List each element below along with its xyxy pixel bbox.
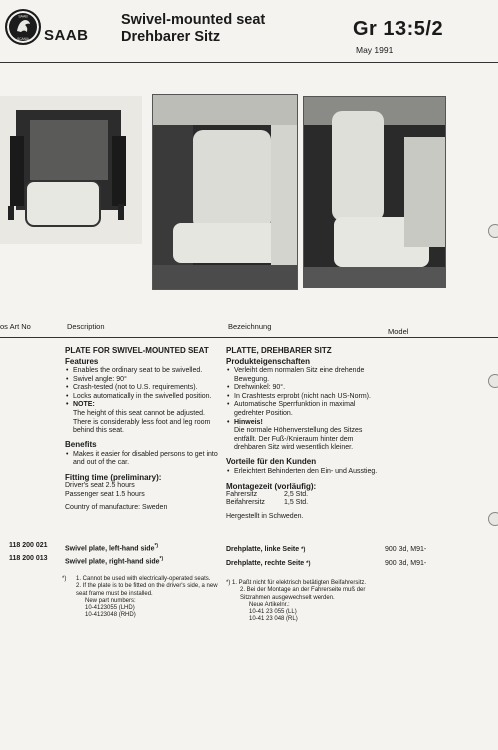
- table-row: [226, 560, 311, 569]
- table-row: [65, 555, 163, 567]
- footnote: 10-4123055 (LHD): [85, 605, 135, 612]
- part-bezeichnung: Drehplatte, rechte Seite: [226, 560, 305, 567]
- fitting-title: Fitting time (preliminary):: [65, 472, 162, 482]
- note-text: The height of this seat cannot be adjusted. There is considerably less foot and leg room behind this seat.: [73, 409, 211, 435]
- part-bezeichnung: Drehplatte, linke Seite: [226, 546, 300, 553]
- brand-name: SAAB: [44, 27, 89, 44]
- col-bezeichnung: Bezeichnung: [228, 322, 272, 331]
- col-description: Description: [67, 322, 105, 331]
- list-item: • Makes it easier for disabled persons to get into and out of the car.: [73, 451, 225, 468]
- note-title: • NOTE:: [73, 401, 225, 410]
- fitting-driver: Driver's seat 2.5 hours: [65, 481, 135, 489]
- fitting-passenger: Passenger seat 1.5 hours: [65, 490, 145, 498]
- benefits-title: Benefits: [65, 439, 97, 449]
- hinweis-text: Die normale Höhenverstellung des Sitzes entfällt. Der Fuß-/Knieraum hinter dem drehbaren Sitz wird wesentlich kleiner.: [234, 427, 363, 452]
- punch-hole: [488, 224, 498, 238]
- svg-text:SAAB: SAAB: [18, 14, 28, 19]
- footnote: 10-4123048 (RHD): [85, 612, 136, 619]
- german-footnotes: [226, 580, 391, 624]
- footnote: 2. If the plate is to be fitted on the driver's side, a new seat frame must be installed.: [76, 583, 218, 597]
- vorteile-title: Vorteile für den Kunden: [226, 456, 317, 466]
- features-title: Features: [65, 357, 99, 366]
- montagezeit-label: Fahrersitz: [226, 490, 258, 498]
- country-of-manufacture: Country of manufacture: Sweden: [65, 504, 168, 512]
- footnote: [62, 576, 222, 583]
- part-art-no: 118 200 013: [9, 555, 48, 562]
- punch-hole: [488, 374, 498, 388]
- list-item: • Automatische Sperrfunktion in maximal gedrehter Position.: [234, 401, 384, 418]
- vorteile-list: [226, 468, 384, 477]
- list-item: • Enables the ordinary seat to be swivelled.: [73, 367, 225, 376]
- features-list: [65, 367, 225, 410]
- list-item: • Erleichtert Behinderten den Ein- und Ausstieg.: [234, 468, 384, 477]
- list-item: • Drehwinkel: 90°.: [234, 384, 384, 393]
- english-heading: PLATE FOR SWIVEL-MOUNTED SEAT: [65, 346, 209, 355]
- footnote-marker: *): [159, 556, 164, 562]
- list-item: • In Crashtests erprobt (nicht nach US-Norm).: [234, 393, 384, 402]
- footnote-text: 1. Cannot be used with electrically-operated seats.: [76, 576, 211, 582]
- english-footnotes: [62, 576, 222, 620]
- footnote-marker: *): [306, 561, 311, 567]
- produkteigenschaften-title: Produkteigenschaften: [226, 357, 311, 366]
- german-description: [226, 346, 384, 521]
- produkteigenschaften-list: [226, 367, 384, 427]
- group-code: Gr 13:5/2: [353, 18, 444, 40]
- montagezeit-row: [226, 491, 384, 500]
- columns-divider: [0, 337, 498, 338]
- header-divider: [0, 62, 498, 63]
- montagezeit-label: Beifahrersitz: [226, 499, 265, 507]
- title-german: Drehbarer Sitz: [121, 29, 221, 45]
- photo-swivel-plate: [0, 96, 142, 244]
- footnote: *) 1. Paßt nicht für elektrisch betätigten Beifahrersitz.: [226, 580, 367, 586]
- footnote: 2. Bei der Montage an der Fahrerseite muß der Sitzrahmen ausgewechselt werden.: [240, 587, 366, 601]
- issue-date: May 1991: [356, 45, 394, 55]
- list-item: • Locks automatically in the swivelled position.: [73, 393, 225, 402]
- part-description: Swivel plate, left-hand side: [65, 545, 155, 553]
- footnote-marker: *): [301, 547, 306, 553]
- montagezeit-value: 2,5 Std.: [284, 490, 309, 498]
- footnote: 10-41 23 055 (LL): [249, 609, 297, 616]
- footnote: Neue Artikelnr.:: [249, 601, 290, 608]
- footnote: 10-41 23 048 (RL): [249, 616, 298, 623]
- photo-seat-normal: [303, 96, 446, 288]
- list-item: • Swivel angle: 90°: [73, 376, 225, 385]
- part-description: Swivel plate, right-hand side: [65, 558, 160, 566]
- footnote-marker: *): [154, 543, 159, 549]
- german-heading: PLATTE, DREHBARER SITZ: [226, 346, 332, 355]
- benefits-list: [65, 451, 225, 468]
- list-item: • Crash-tested (not to U.S. requirements).: [73, 384, 225, 393]
- list-item: • Verleiht dem normalen Sitz eine drehende Bewegung.: [234, 367, 384, 384]
- punch-hole: [488, 512, 498, 526]
- hergestellt: Hergestellt in Schweden.: [226, 512, 304, 520]
- svg-text:SCANIA: SCANIA: [17, 37, 29, 41]
- montagezeit-title: Montagezeit (vorläufig):: [226, 481, 317, 491]
- footnote-marker: *): [62, 576, 67, 582]
- part-model: 900 3d, M91-: [385, 546, 427, 553]
- english-description: [65, 346, 225, 513]
- footnote: New part numbers:: [85, 597, 136, 604]
- part-model: 900 3d, M91-: [385, 560, 427, 567]
- hinweis-title: • Hinweis!: [234, 419, 384, 428]
- montagezeit-row: [226, 499, 384, 508]
- table-row: [65, 542, 158, 554]
- title-english: Swivel-mounted seat: [121, 12, 266, 28]
- col-model: Model: [388, 327, 409, 336]
- col-art-no: os Art No: [0, 322, 31, 331]
- part-art-no: 118 200 021: [9, 542, 48, 549]
- saab-scania-logo: [5, 9, 41, 45]
- photo-seat-swivelled: [152, 94, 298, 290]
- montagezeit-value: 1,5 Std.: [284, 499, 309, 507]
- table-row: [226, 546, 305, 555]
- griffin-icon: [7, 11, 39, 43]
